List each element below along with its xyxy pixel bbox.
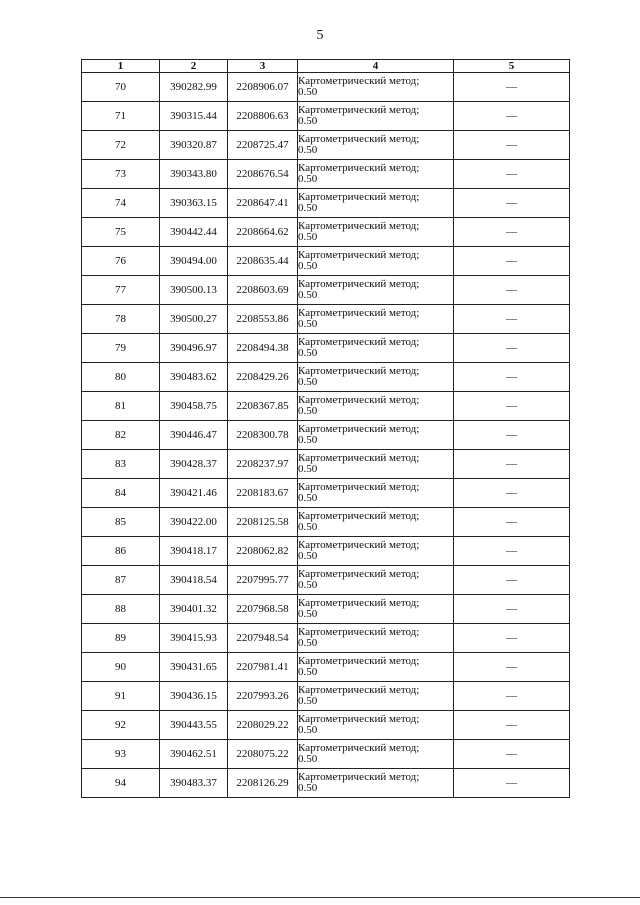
y-coordinate-cell: 2208647.41 bbox=[228, 189, 298, 218]
x-coordinate-cell: 390428.37 bbox=[160, 450, 228, 479]
note-cell: — bbox=[454, 276, 570, 305]
point-number-cell: 87 bbox=[82, 566, 160, 595]
y-coordinate-cell: 2208029.22 bbox=[228, 711, 298, 740]
note-cell: — bbox=[454, 73, 570, 102]
point-number-cell: 71 bbox=[82, 102, 160, 131]
method-text: Картометрический метод; bbox=[298, 307, 420, 319]
method-text: Картометрический метод; bbox=[298, 336, 420, 348]
point-number-cell: 72 bbox=[82, 131, 160, 160]
x-coordinate-cell: 390436.15 bbox=[160, 682, 228, 711]
method-cell bbox=[298, 189, 454, 218]
table-row bbox=[82, 624, 570, 653]
table-row bbox=[82, 189, 570, 218]
header-col-3: 3 bbox=[228, 60, 298, 73]
x-coordinate-cell: 390320.87 bbox=[160, 131, 228, 160]
header-col-2: 2 bbox=[160, 60, 228, 73]
method-text: Картометрический метод; bbox=[298, 539, 420, 551]
accuracy-text: 0.50 bbox=[298, 753, 318, 765]
header-col-4: 4 bbox=[298, 60, 454, 73]
method-cell bbox=[298, 508, 454, 537]
method-cell bbox=[298, 537, 454, 566]
method-text: Картометрический метод; bbox=[298, 452, 420, 464]
header-row bbox=[82, 60, 570, 73]
accuracy-text: 0.50 bbox=[298, 86, 318, 98]
y-coordinate-cell: 2208494.38 bbox=[228, 334, 298, 363]
method-text: Картометрический метод; bbox=[298, 481, 420, 493]
method-text: Картометрический метод; bbox=[298, 191, 420, 203]
table-row bbox=[82, 711, 570, 740]
table-row bbox=[82, 131, 570, 160]
x-coordinate-cell: 390415.93 bbox=[160, 624, 228, 653]
point-number-cell: 94 bbox=[82, 769, 160, 798]
method-cell bbox=[298, 624, 454, 653]
method-cell bbox=[298, 711, 454, 740]
accuracy-text: 0.50 bbox=[298, 695, 318, 707]
note-cell: — bbox=[454, 740, 570, 769]
table-row bbox=[82, 479, 570, 508]
table-row bbox=[82, 682, 570, 711]
y-coordinate-cell: 2208125.58 bbox=[228, 508, 298, 537]
accuracy-text: 0.50 bbox=[298, 260, 318, 272]
accuracy-text: 0.50 bbox=[298, 782, 318, 794]
accuracy-text: 0.50 bbox=[298, 434, 318, 446]
method-cell bbox=[298, 102, 454, 131]
point-number-cell: 73 bbox=[82, 160, 160, 189]
method-cell bbox=[298, 363, 454, 392]
table-row bbox=[82, 218, 570, 247]
table-body bbox=[82, 73, 570, 798]
note-cell: — bbox=[454, 189, 570, 218]
table-row bbox=[82, 102, 570, 131]
table-row bbox=[82, 334, 570, 363]
y-coordinate-cell: 2208062.82 bbox=[228, 537, 298, 566]
point-number-cell: 88 bbox=[82, 595, 160, 624]
table-row bbox=[82, 276, 570, 305]
point-number-cell: 74 bbox=[82, 189, 160, 218]
x-coordinate-cell: 390418.17 bbox=[160, 537, 228, 566]
y-coordinate-cell: 2208553.86 bbox=[228, 305, 298, 334]
note-cell: — bbox=[454, 160, 570, 189]
accuracy-text: 0.50 bbox=[298, 492, 318, 504]
y-coordinate-cell: 2207948.54 bbox=[228, 624, 298, 653]
x-coordinate-cell: 390494.00 bbox=[160, 247, 228, 276]
y-coordinate-cell: 2207995.77 bbox=[228, 566, 298, 595]
point-number-cell: 89 bbox=[82, 624, 160, 653]
y-coordinate-cell: 2207981.41 bbox=[228, 653, 298, 682]
y-coordinate-cell: 2208075.22 bbox=[228, 740, 298, 769]
method-cell bbox=[298, 421, 454, 450]
x-coordinate-cell: 390446.47 bbox=[160, 421, 228, 450]
method-text: Картометрический метод; bbox=[298, 278, 420, 290]
point-number-cell: 76 bbox=[82, 247, 160, 276]
table-row bbox=[82, 73, 570, 102]
accuracy-text: 0.50 bbox=[298, 521, 318, 533]
method-text: Картометрический метод; bbox=[298, 597, 420, 609]
table-row bbox=[82, 392, 570, 421]
point-number-cell: 75 bbox=[82, 218, 160, 247]
method-cell bbox=[298, 566, 454, 595]
accuracy-text: 0.50 bbox=[298, 144, 318, 156]
accuracy-text: 0.50 bbox=[298, 202, 318, 214]
point-number-cell: 86 bbox=[82, 537, 160, 566]
table-row bbox=[82, 595, 570, 624]
accuracy-text: 0.50 bbox=[298, 347, 318, 359]
point-number-cell: 92 bbox=[82, 711, 160, 740]
accuracy-text: 0.50 bbox=[298, 115, 318, 127]
note-cell: — bbox=[454, 769, 570, 798]
note-cell: — bbox=[454, 247, 570, 276]
point-number-cell: 70 bbox=[82, 73, 160, 102]
table-header bbox=[82, 60, 570, 73]
x-coordinate-cell: 390496.97 bbox=[160, 334, 228, 363]
x-coordinate-cell: 390315.44 bbox=[160, 102, 228, 131]
x-coordinate-cell: 390483.62 bbox=[160, 363, 228, 392]
accuracy-text: 0.50 bbox=[298, 231, 318, 243]
point-number-cell: 84 bbox=[82, 479, 160, 508]
method-cell bbox=[298, 305, 454, 334]
y-coordinate-cell: 2208183.67 bbox=[228, 479, 298, 508]
bottom-rule bbox=[0, 897, 640, 898]
note-cell: — bbox=[454, 653, 570, 682]
point-number-cell: 81 bbox=[82, 392, 160, 421]
header-col-5: 5 bbox=[454, 60, 570, 73]
method-cell bbox=[298, 73, 454, 102]
x-coordinate-cell: 390431.65 bbox=[160, 653, 228, 682]
y-coordinate-cell: 2208725.47 bbox=[228, 131, 298, 160]
method-cell bbox=[298, 247, 454, 276]
y-coordinate-cell: 2208664.62 bbox=[228, 218, 298, 247]
method-cell bbox=[298, 450, 454, 479]
accuracy-text: 0.50 bbox=[298, 608, 318, 620]
method-cell bbox=[298, 131, 454, 160]
table-row bbox=[82, 305, 570, 334]
note-cell: — bbox=[454, 334, 570, 363]
x-coordinate-cell: 390462.51 bbox=[160, 740, 228, 769]
table-row bbox=[82, 508, 570, 537]
accuracy-text: 0.50 bbox=[298, 376, 318, 388]
table-row bbox=[82, 421, 570, 450]
method-cell bbox=[298, 653, 454, 682]
note-cell: — bbox=[454, 305, 570, 334]
method-cell bbox=[298, 682, 454, 711]
point-number-cell: 79 bbox=[82, 334, 160, 363]
y-coordinate-cell: 2207968.58 bbox=[228, 595, 298, 624]
note-cell: — bbox=[454, 566, 570, 595]
y-coordinate-cell: 2208126.29 bbox=[228, 769, 298, 798]
note-cell: — bbox=[454, 624, 570, 653]
method-cell bbox=[298, 392, 454, 421]
method-cell bbox=[298, 769, 454, 798]
coordinates-table bbox=[81, 59, 570, 798]
note-cell: — bbox=[454, 537, 570, 566]
x-coordinate-cell: 390363.15 bbox=[160, 189, 228, 218]
method-text: Картометрический метод; bbox=[298, 249, 420, 261]
note-cell: — bbox=[454, 682, 570, 711]
y-coordinate-cell: 2208635.44 bbox=[228, 247, 298, 276]
point-number-cell: 91 bbox=[82, 682, 160, 711]
table-row bbox=[82, 363, 570, 392]
accuracy-text: 0.50 bbox=[298, 463, 318, 475]
accuracy-text: 0.50 bbox=[298, 173, 318, 185]
accuracy-text: 0.50 bbox=[298, 637, 318, 649]
x-coordinate-cell: 390500.27 bbox=[160, 305, 228, 334]
header-col-1: 1 bbox=[82, 60, 160, 73]
accuracy-text: 0.50 bbox=[298, 724, 318, 736]
note-cell: — bbox=[454, 479, 570, 508]
method-cell bbox=[298, 740, 454, 769]
note-cell: — bbox=[454, 421, 570, 450]
y-coordinate-cell: 2208367.85 bbox=[228, 392, 298, 421]
y-coordinate-cell: 2208806.63 bbox=[228, 102, 298, 131]
method-text: Картометрический метод; bbox=[298, 771, 420, 783]
method-text: Картометрический метод; bbox=[298, 394, 420, 406]
method-text: Картометрический метод; bbox=[298, 133, 420, 145]
method-text: Картометрический метод; bbox=[298, 655, 420, 667]
y-coordinate-cell: 2208429.26 bbox=[228, 363, 298, 392]
note-cell: — bbox=[454, 218, 570, 247]
accuracy-text: 0.50 bbox=[298, 318, 318, 330]
method-text: Картометрический метод; bbox=[298, 684, 420, 696]
y-coordinate-cell: 2207993.26 bbox=[228, 682, 298, 711]
point-number-cell: 82 bbox=[82, 421, 160, 450]
accuracy-text: 0.50 bbox=[298, 289, 318, 301]
x-coordinate-cell: 390422.00 bbox=[160, 508, 228, 537]
accuracy-text: 0.50 bbox=[298, 579, 318, 591]
point-number-cell: 90 bbox=[82, 653, 160, 682]
method-cell bbox=[298, 479, 454, 508]
point-number-cell: 77 bbox=[82, 276, 160, 305]
note-cell: — bbox=[454, 450, 570, 479]
x-coordinate-cell: 390442.44 bbox=[160, 218, 228, 247]
table-row bbox=[82, 160, 570, 189]
y-coordinate-cell: 2208906.07 bbox=[228, 73, 298, 102]
note-cell: — bbox=[454, 392, 570, 421]
method-text: Картометрический метод; bbox=[298, 626, 420, 638]
note-cell: — bbox=[454, 102, 570, 131]
x-coordinate-cell: 390282.99 bbox=[160, 73, 228, 102]
note-cell: — bbox=[454, 711, 570, 740]
method-text: Картометрический метод; bbox=[298, 568, 420, 580]
method-text: Картометрический метод; bbox=[298, 742, 420, 754]
page-number: 5 bbox=[316, 28, 324, 43]
method-cell bbox=[298, 276, 454, 305]
point-number-cell: 93 bbox=[82, 740, 160, 769]
table-row bbox=[82, 450, 570, 479]
note-cell: — bbox=[454, 363, 570, 392]
x-coordinate-cell: 390443.55 bbox=[160, 711, 228, 740]
y-coordinate-cell: 2208300.78 bbox=[228, 421, 298, 450]
table-row bbox=[82, 653, 570, 682]
accuracy-text: 0.50 bbox=[298, 405, 318, 417]
x-coordinate-cell: 390500.13 bbox=[160, 276, 228, 305]
table-row bbox=[82, 537, 570, 566]
note-cell: — bbox=[454, 508, 570, 537]
note-cell: — bbox=[454, 595, 570, 624]
point-number-cell: 78 bbox=[82, 305, 160, 334]
table-row bbox=[82, 247, 570, 276]
method-cell bbox=[298, 160, 454, 189]
accuracy-text: 0.50 bbox=[298, 550, 318, 562]
x-coordinate-cell: 390458.75 bbox=[160, 392, 228, 421]
y-coordinate-cell: 2208603.69 bbox=[228, 276, 298, 305]
method-text: Картометрический метод; bbox=[298, 713, 420, 725]
method-cell bbox=[298, 334, 454, 363]
y-coordinate-cell: 2208676.54 bbox=[228, 160, 298, 189]
table-row bbox=[82, 769, 570, 798]
method-text: Картометрический метод; bbox=[298, 220, 420, 232]
accuracy-text: 0.50 bbox=[298, 666, 318, 678]
x-coordinate-cell: 390418.54 bbox=[160, 566, 228, 595]
method-text: Картометрический метод; bbox=[298, 423, 420, 435]
method-text: Картометрический метод; bbox=[298, 365, 420, 377]
point-number-cell: 80 bbox=[82, 363, 160, 392]
y-coordinate-cell: 2208237.97 bbox=[228, 450, 298, 479]
point-number-cell: 83 bbox=[82, 450, 160, 479]
x-coordinate-cell: 390483.37 bbox=[160, 769, 228, 798]
x-coordinate-cell: 390343.80 bbox=[160, 160, 228, 189]
point-number-cell: 85 bbox=[82, 508, 160, 537]
x-coordinate-cell: 390421.46 bbox=[160, 479, 228, 508]
method-cell bbox=[298, 595, 454, 624]
method-text: Картометрический метод; bbox=[298, 104, 420, 116]
method-cell bbox=[298, 218, 454, 247]
method-text: Картометрический метод; bbox=[298, 510, 420, 522]
method-text: Картометрический метод; bbox=[298, 162, 420, 174]
table-row bbox=[82, 740, 570, 769]
x-coordinate-cell: 390401.32 bbox=[160, 595, 228, 624]
note-cell: — bbox=[454, 131, 570, 160]
table-row bbox=[82, 566, 570, 595]
method-text: Картометрический метод; bbox=[298, 75, 420, 87]
